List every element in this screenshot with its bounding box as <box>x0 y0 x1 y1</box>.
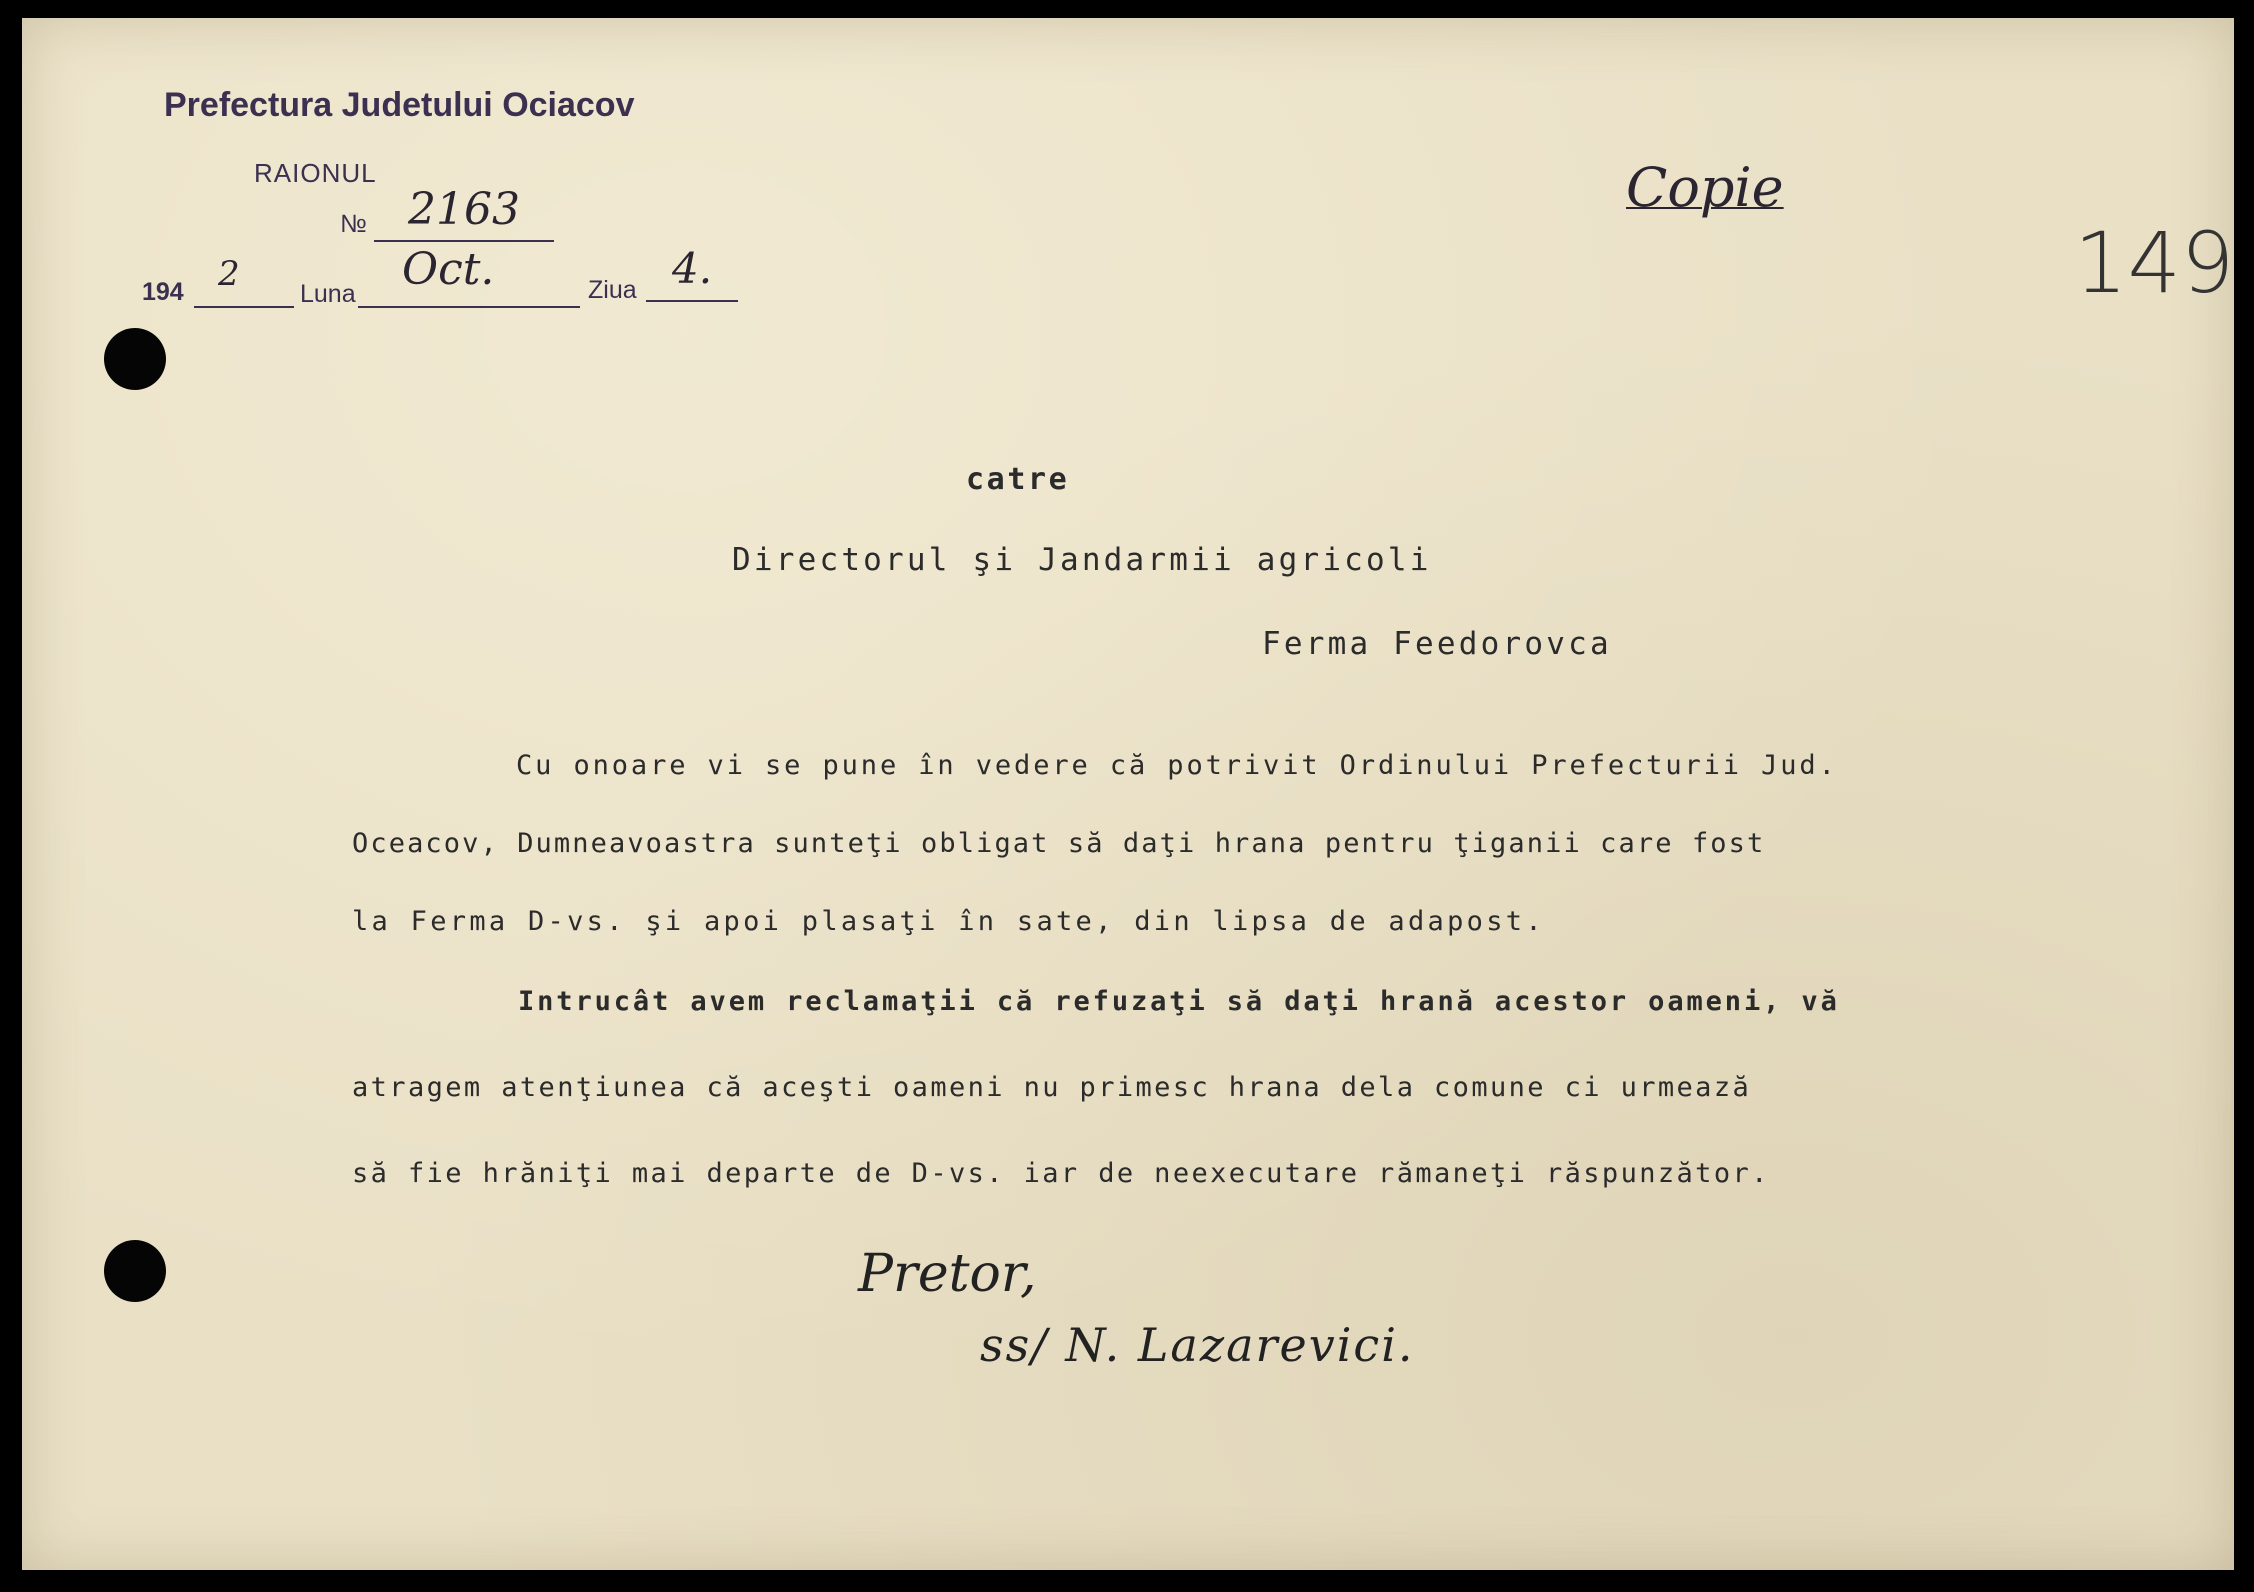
handwritten-day: 4. <box>672 244 713 293</box>
stamp-day-label: Ziua <box>588 276 637 304</box>
address-recipient: Directorul şi Jandarmii agricoli <box>732 542 1432 578</box>
copy-annotation: Copie <box>1626 156 1784 219</box>
punch-hole-top <box>104 328 166 390</box>
stamp-month-label: Luna <box>300 280 356 308</box>
body-line-2: Oceacov, Dumneavoastra sunteţi obligat să daţi hrana pentru ţiganii care fost <box>352 828 1766 859</box>
body-line-3: la Ferma D-vs. şi apoi plasaţi în sate, din lipsa de adapost. <box>352 906 1545 937</box>
year-underline <box>194 306 294 308</box>
stamp-year-prefix: 194 <box>142 278 184 306</box>
stamp-district-label: RAIONUL <box>254 158 377 188</box>
stamp-number-label: № <box>340 210 367 238</box>
punch-hole-bottom <box>104 1240 166 1302</box>
stamp-office-name: Prefectura Judetului Ociacov <box>164 86 635 124</box>
signature-title: Pretor, <box>858 1244 1037 1304</box>
body-line-6: să fie hrăniţi mai departe de D-vs. iar de neexecutare rămaneţi răspunzător. <box>352 1158 1770 1189</box>
day-underline <box>646 300 738 302</box>
address-location: Ferma Feedorovca <box>1262 626 1612 662</box>
document-page <box>22 18 2234 1570</box>
handwritten-year-digit: 2 <box>218 254 240 294</box>
body-line-1: Cu onoare vi se pune în vedere că potrivit Ordinului Prefecturii Jud. <box>516 750 1838 781</box>
handwritten-number: 2163 <box>408 184 520 235</box>
folio-number: 149 <box>2074 214 2234 312</box>
body-line-4: Intrucât avem reclamaţii că refuzaţi să daţi hrană acestor oameni, vă <box>518 986 1840 1017</box>
number-underline <box>374 240 554 242</box>
month-underline <box>358 306 580 308</box>
address-to: catre <box>966 462 1070 497</box>
body-line-5: atragem atenţiunea că aceşti oameni nu primesc hrana dela comune ci urmează <box>352 1072 1752 1103</box>
signature-name: ss/ N. Lazarevici. <box>980 1318 1415 1372</box>
handwritten-month: Oct. <box>402 244 495 295</box>
